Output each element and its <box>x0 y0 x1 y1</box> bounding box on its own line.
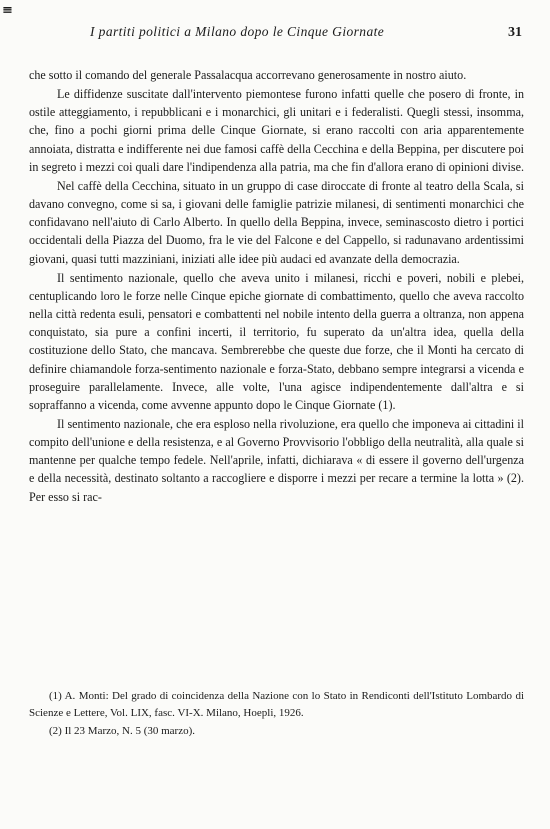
paragraph: Il sentimento nazionale, che era esploso nella rivoluzione, era quello che imponeva ai cittadini il compito dell'unione e della resistenza, e al Governo Provvisorio l'obbligo della neutralità, alla quale si mantenne per qualche tempo fedele. Nell'aprile, infatti, dichiarava « di essere il governo dell'urgenza e della necessità, destinato soltanto a raccogliere e disporre i mezzi per recare a termine la lotta » (2). Per esso si rac- <box>29 416 524 504</box>
corner-mark: ≡ <box>2 3 13 18</box>
paragraph-continuation: che sotto il comando del generale Passalacqua accorrevano generosamente in nostro aiuto. <box>29 68 467 82</box>
body-text <box>29 66 524 506</box>
paragraph: Nel caffè della Cecchina, situato in un gruppo di case diroccate di fronte al teatro della Scala, si davano convegno, come si sa, i giovani delle famiglie patrizie milanesi, di sentimenti monarchici che confidavano nell'aiuto di Carlo Alberto. In quello della Beppina, invece, seminascosto dietro i portici occidentali della Piazza del Duomo, fra le vie del Falcone e del Cappello, si radunavano ardentissimi giovani, quasi tutti mazziniani, iniziati alle idee più audaci ed avanzate della democrazia. <box>29 178 524 266</box>
footnote: (1) A. Monti: Del grado di coincidenza della Nazione con lo Stato in Rendiconti dell'Istituto Lombardo di Scienze e Lettere, Vol. LIX, fasc. VI-X. Milano, Hoepli, 1926. <box>29 690 524 719</box>
paragraph: Le diffidenze suscitate dall'intervento piemontese furono infatti quelle che posero di fronte, in ostile atteggiamento, i repubblicani e i monarchici, gli unitari e i federalisti. Quegli stessi, insomma, che, fino a pochi giorni prima delle Cinque Giornate, si erano raccolti con aria apparentemente annoiata, distratta e indifferente nei due famosi caffè della Cecchina e della Beppina, per discutere poi in segreto i mezzi coi quali dare l'indipendenza alla patria, ma che fin d'allora erano di opinioni divise. <box>29 87 524 174</box>
page-number: 31 <box>508 25 522 40</box>
running-title: I partiti politici a Milano dopo le Cinque Giornate <box>90 24 385 39</box>
paragraph: Il sentimento nazionale, quello che aveva unito i milanesi, ricchi e poveri, nobili e plebei, centuplicando loro le forze nelle Cinque epiche giornate di combattimento, quello che aveva raccolto nella città redenta esuli, pensatori e combattenti nel nobile intento della guerra a oltranza, non appena conquistato, sia pure a confini incerti, il territorio, fu superato da un'altra idea, quella della costituzione dello Stato, che mancava. Sembrerebbe che queste due forze, che il Monti ha cercato di definire chiamandole forza-sentimento nazionale e forza-Stato, debbano sempre integrarsi a vicenda e proseguire parallelamente. Invece, alle volte, l'una agisce indipendentemente dall'altra e si sopraffanno a vicenda, come avvenne appunto dopo le Cinque Giornate (1). <box>29 270 524 412</box>
footnotes <box>29 688 524 740</box>
footnote: (2) Il 23 Marzo, N. 5 (30 marzo). <box>49 725 196 737</box>
